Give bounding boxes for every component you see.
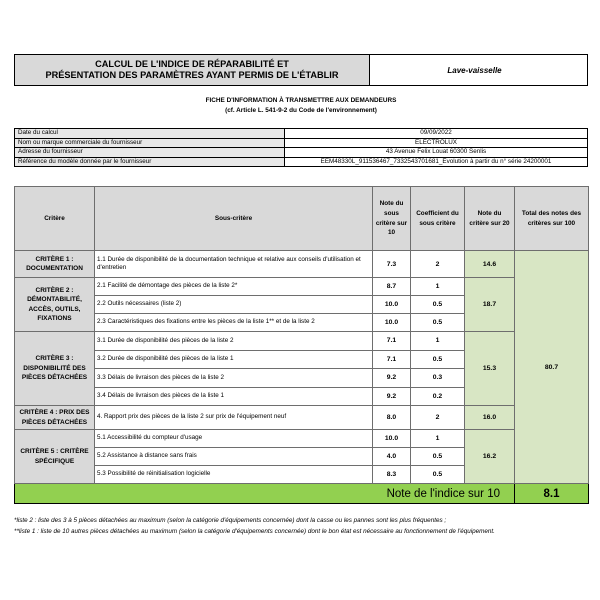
info-value: ELECTROLUX [285,138,588,148]
header-total: Total des notes des critères sur 100 [515,187,589,251]
criterion-3-note-20: 15.3 [465,332,515,406]
subcriterion-coefficient: 0.2 [411,387,465,406]
info-row [15,148,588,158]
table-row [15,278,589,296]
title-line-2: PRÉSENTATION DES PARAMÈTRES AYANT PERMIS DE L'ÉTABLIR [45,70,339,80]
criterion-1-note-20: 14.6 [465,251,515,278]
fiche-title: FICHE D'INFORMATION À TRANSMETTRE AUX DEMANDEURS [205,97,397,104]
subcriterion-coefficient: 1 [411,332,465,351]
info-label: Nom ou marque commerciale du fournisseur [15,138,285,148]
criterion-5-note-20: 16.2 [465,430,515,484]
criterion-2-label: CRITÈRE 2 : DÉMONTABILITÉ, ACCÈS, OUTILS, FIXATIONS [15,278,95,332]
final-score-row [15,484,589,504]
subcriterion-note: 9.2 [373,369,411,388]
info-row [15,129,588,139]
product-type: Lave-vaisselle [447,66,502,75]
subcriterion-coefficient: 2 [411,251,465,278]
info-row [15,138,588,148]
subcriterion-note: 10.0 [373,314,411,332]
criterion-4-note-20: 16.0 [465,406,515,430]
info-row [15,157,588,167]
subcriterion-label: 2.3 Caractéristiques des fixations entre les pièces de la liste 1** et de la liste 2 [95,314,373,332]
info-label: Date du calcul [15,129,285,139]
fiche-reference: (cf. Article L. 541-9-2 du Code de l'environnement) [225,107,377,114]
title-line-1: CALCUL DE L'INDICE DE RÉPARABILITÉ ET [95,58,289,69]
info-value: 09/09/2022 [285,129,588,139]
table-row [15,332,589,351]
subcriterion-label: 3.2 Durée de disponibilité des pièces de la liste 1 [95,350,373,369]
subcriterion-note: 9.2 [373,387,411,406]
subcriterion-label: 3.1 Durée de disponibilité des pièces de la liste 2 [95,332,373,351]
subcriterion-note: 8.0 [373,406,411,430]
subcriterion-coefficient: 0.3 [411,369,465,388]
subcriterion-label: 4. Rapport prix des pièces de la liste 2 sur prix de l'équipement neuf [95,406,373,430]
criterion-5-label: CRITÈRE 5 : CRITÈRE SPÉCIFIQUE [15,430,95,484]
subcriterion-coefficient: 0.5 [411,296,465,314]
footnote-liste-2: *liste 2 : liste des 3 à 5 pièces détachées au maximum (selon la catégorie d'équipements concernée) dont la casse ou les pannes sont les plus fréquentes ; [14,517,447,524]
table-header-row [15,187,589,251]
subcriterion-coefficient: 0.5 [411,448,465,466]
product-type-cell [370,54,588,86]
final-score-label: Note de l'indice sur 10 [15,484,515,504]
subcriterion-note: 7.1 [373,332,411,351]
subcriterion-note: 8.7 [373,278,411,296]
table-row [15,406,589,430]
criterion-2-note-20: 18.7 [465,278,515,332]
info-value: EEM48330L_911536467_7332543701681_Evolution à partir du n° série 24200001 [285,157,588,167]
info-label: Adresse du fournisseur [15,148,285,158]
subcriterion-label: 2.1 Facilité de démontage des pièces de la liste 2* [95,278,373,296]
supplier-info-table [14,128,588,167]
subcriterion-note: 10.0 [373,430,411,448]
subcriterion-label: 3.3 Délais de livraison des pièces de la liste 2 [95,369,373,388]
info-value: 43 Avenue Felix Louat 60300 Senlis [285,148,588,158]
header-sous-critere: Sous-critère [95,187,373,251]
header-note-sur-20: Note du critère sur 20 [465,187,515,251]
total-score: 80.7 [515,251,589,484]
header-coefficient: Coefficient du sous critère [411,187,465,251]
table-row [15,430,589,448]
header-critere: Critère [15,187,95,251]
header-note-sur-10: Note du sous critère sur 10 [373,187,411,251]
subcriterion-label: 5.3 Possibilité de réinitialisation logicielle [95,466,373,484]
final-score-value: 8.1 [515,484,589,504]
subcriterion-label: 5.2 Assistance à distance sans frais [95,448,373,466]
subcriterion-coefficient: 0.5 [411,314,465,332]
subcriterion-note: 7.1 [373,350,411,369]
subcriterion-coefficient: 1 [411,430,465,448]
subcriterion-label: 2.2 Outils nécessaires (liste 2) [95,296,373,314]
subcriterion-note: 4.0 [373,448,411,466]
table-row [15,251,589,278]
repairability-score-table [14,186,589,504]
subcriterion-label: 5.1 Accessibilité du compteur d'usage [95,430,373,448]
subcriterion-note: 7.3 [373,251,411,278]
subcriterion-label: 1.1 Durée de disponibilité de la documentation technique et relative aux conseils d'utilisation et d'entretien [95,251,373,278]
subcriterion-coefficient: 0.5 [411,350,465,369]
criterion-3-label: CRITÈRE 3 : DISPONIBILITÉ DES PIÈCES DÉTACHÉES [15,332,95,406]
criterion-4-label: CRITÈRE 4 : PRIX DES PIÈCES DÉTACHÉES [15,406,95,430]
criterion-1-label: CRITÈRE 1 : DOCUMENTATION [15,251,95,278]
subcriterion-coefficient: 2 [411,406,465,430]
subcriterion-note: 10.0 [373,296,411,314]
subcriterion-note: 8.3 [373,466,411,484]
subcriterion-label: 3.4 Délais de livraison des pièces de la liste 1 [95,387,373,406]
footnote-liste-1: **liste 1 : liste de 10 autres pièces détachées au maximum (selon la catégorie d'équipements concernée) dont le bon état est nécessaire au fonctionnement de l'équipement. [14,528,495,535]
subcriterion-coefficient: 0.5 [411,466,465,484]
document-title [14,54,370,86]
subcriterion-coefficient: 1 [411,278,465,296]
info-label: Référence du modèle donnée par le fournisseur [15,157,285,167]
